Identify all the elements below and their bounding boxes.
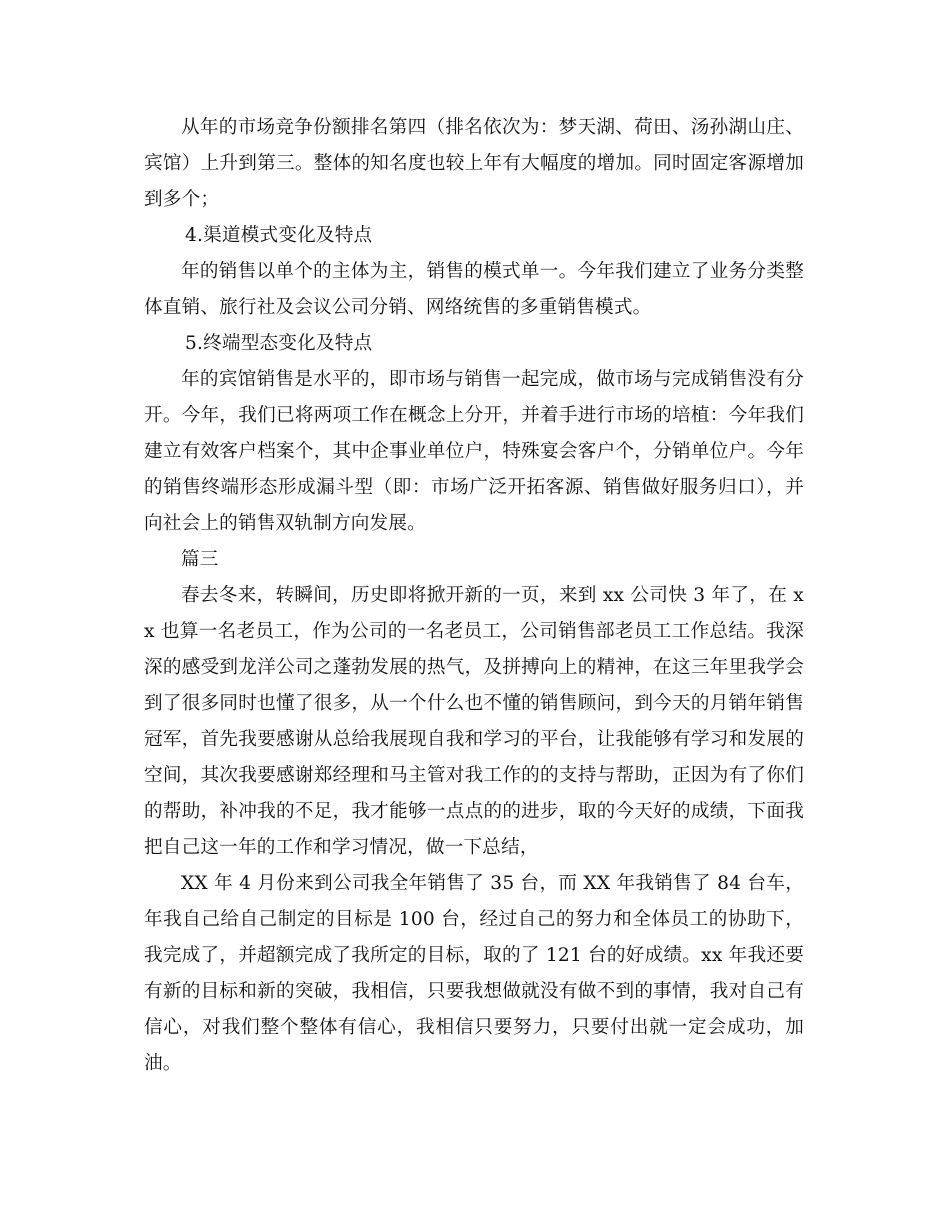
paragraph-market-share: 从年的市场竞争份额排名第四（排名依次为：梦天湖、荷田、汤孙湖山庄、宾馆）上升到第三。整体的知名度也较上年有大幅度的增加。同时固定客源增加到多个； bbox=[144, 117, 804, 210]
paragraph-employee-summary: 春去冬来，转瞬间，历史即将掀开新的一页，来到 xx 公司快 3 年了，在 xx 也算一名老员工，作为公司的一名老员工，公司销售部老员工工作总结。我深深的感受到龙洋公司之蓬勃发展的热气，及拼搏向上的精神，在这三年里我学会到了很多同时也懂了很多，从一个什么也不懂的销售顾问，到今天的月销年销售冠军，首先我要感谢从总给我展现自我和学习的平台，让我能够有学习和发展的空间，其次我要感谢郑经理和马主管对我工作的的支持与帮助，正因为有了你们的帮助，补冲我的不足，我才能够一点点的的进步，取的今天好的成绩，下面我把自己这一年的工作和学习情况，做一下总结， bbox=[144, 585, 804, 858]
section-heading-terminal-form: 5.终端型态变化及特点 bbox=[185, 333, 373, 354]
paragraph-sales-performance: XX 年 4 月份来到公司我全年销售了 35 台，而 XX 年我销售了 84 台车，年我自己给自己制定的目标是 100 台，经过自己的努力和全体员工的协助下，我完成了，并超额完成了我所定的目标，取的了 121 台的好成绩。xx 年我还要有新的目标和新的突破，我相信，只要我想做就没有做不到的事情，我对自己有信心，对我们整个整体有信心，我相信只要努力，只要付出就一定会成功，加油。 bbox=[144, 873, 804, 1074]
section-label-part-three: 篇三 bbox=[181, 549, 219, 570]
section-heading-channel-model: 4.渠道模式变化及特点 bbox=[185, 225, 373, 246]
paragraph-terminal-sales: 年的宾馆销售是水平的，即市场与销售一起完成，做市场与完成销售没有分开。今年，我们已将两项工作在概念上分开，并着手进行市场的培植：今年我们建立有效客户档案个，其中企事业单位户，特殊宴会客户个，分销单位户。今年的销售终端形态形成漏斗型（即：市场广泛开拓客源、销售做好服务归口），并向社会上的销售双轨制方向发展。 bbox=[144, 369, 804, 534]
document-body bbox=[144, 110, 804, 1082]
paragraph-sales-model: 年的销售以单个的主体为主，销售的模式单一。今年我们建立了业务分类整体直销、旅行社及会议公司分销、网络统售的多重销售模式。 bbox=[144, 261, 804, 318]
